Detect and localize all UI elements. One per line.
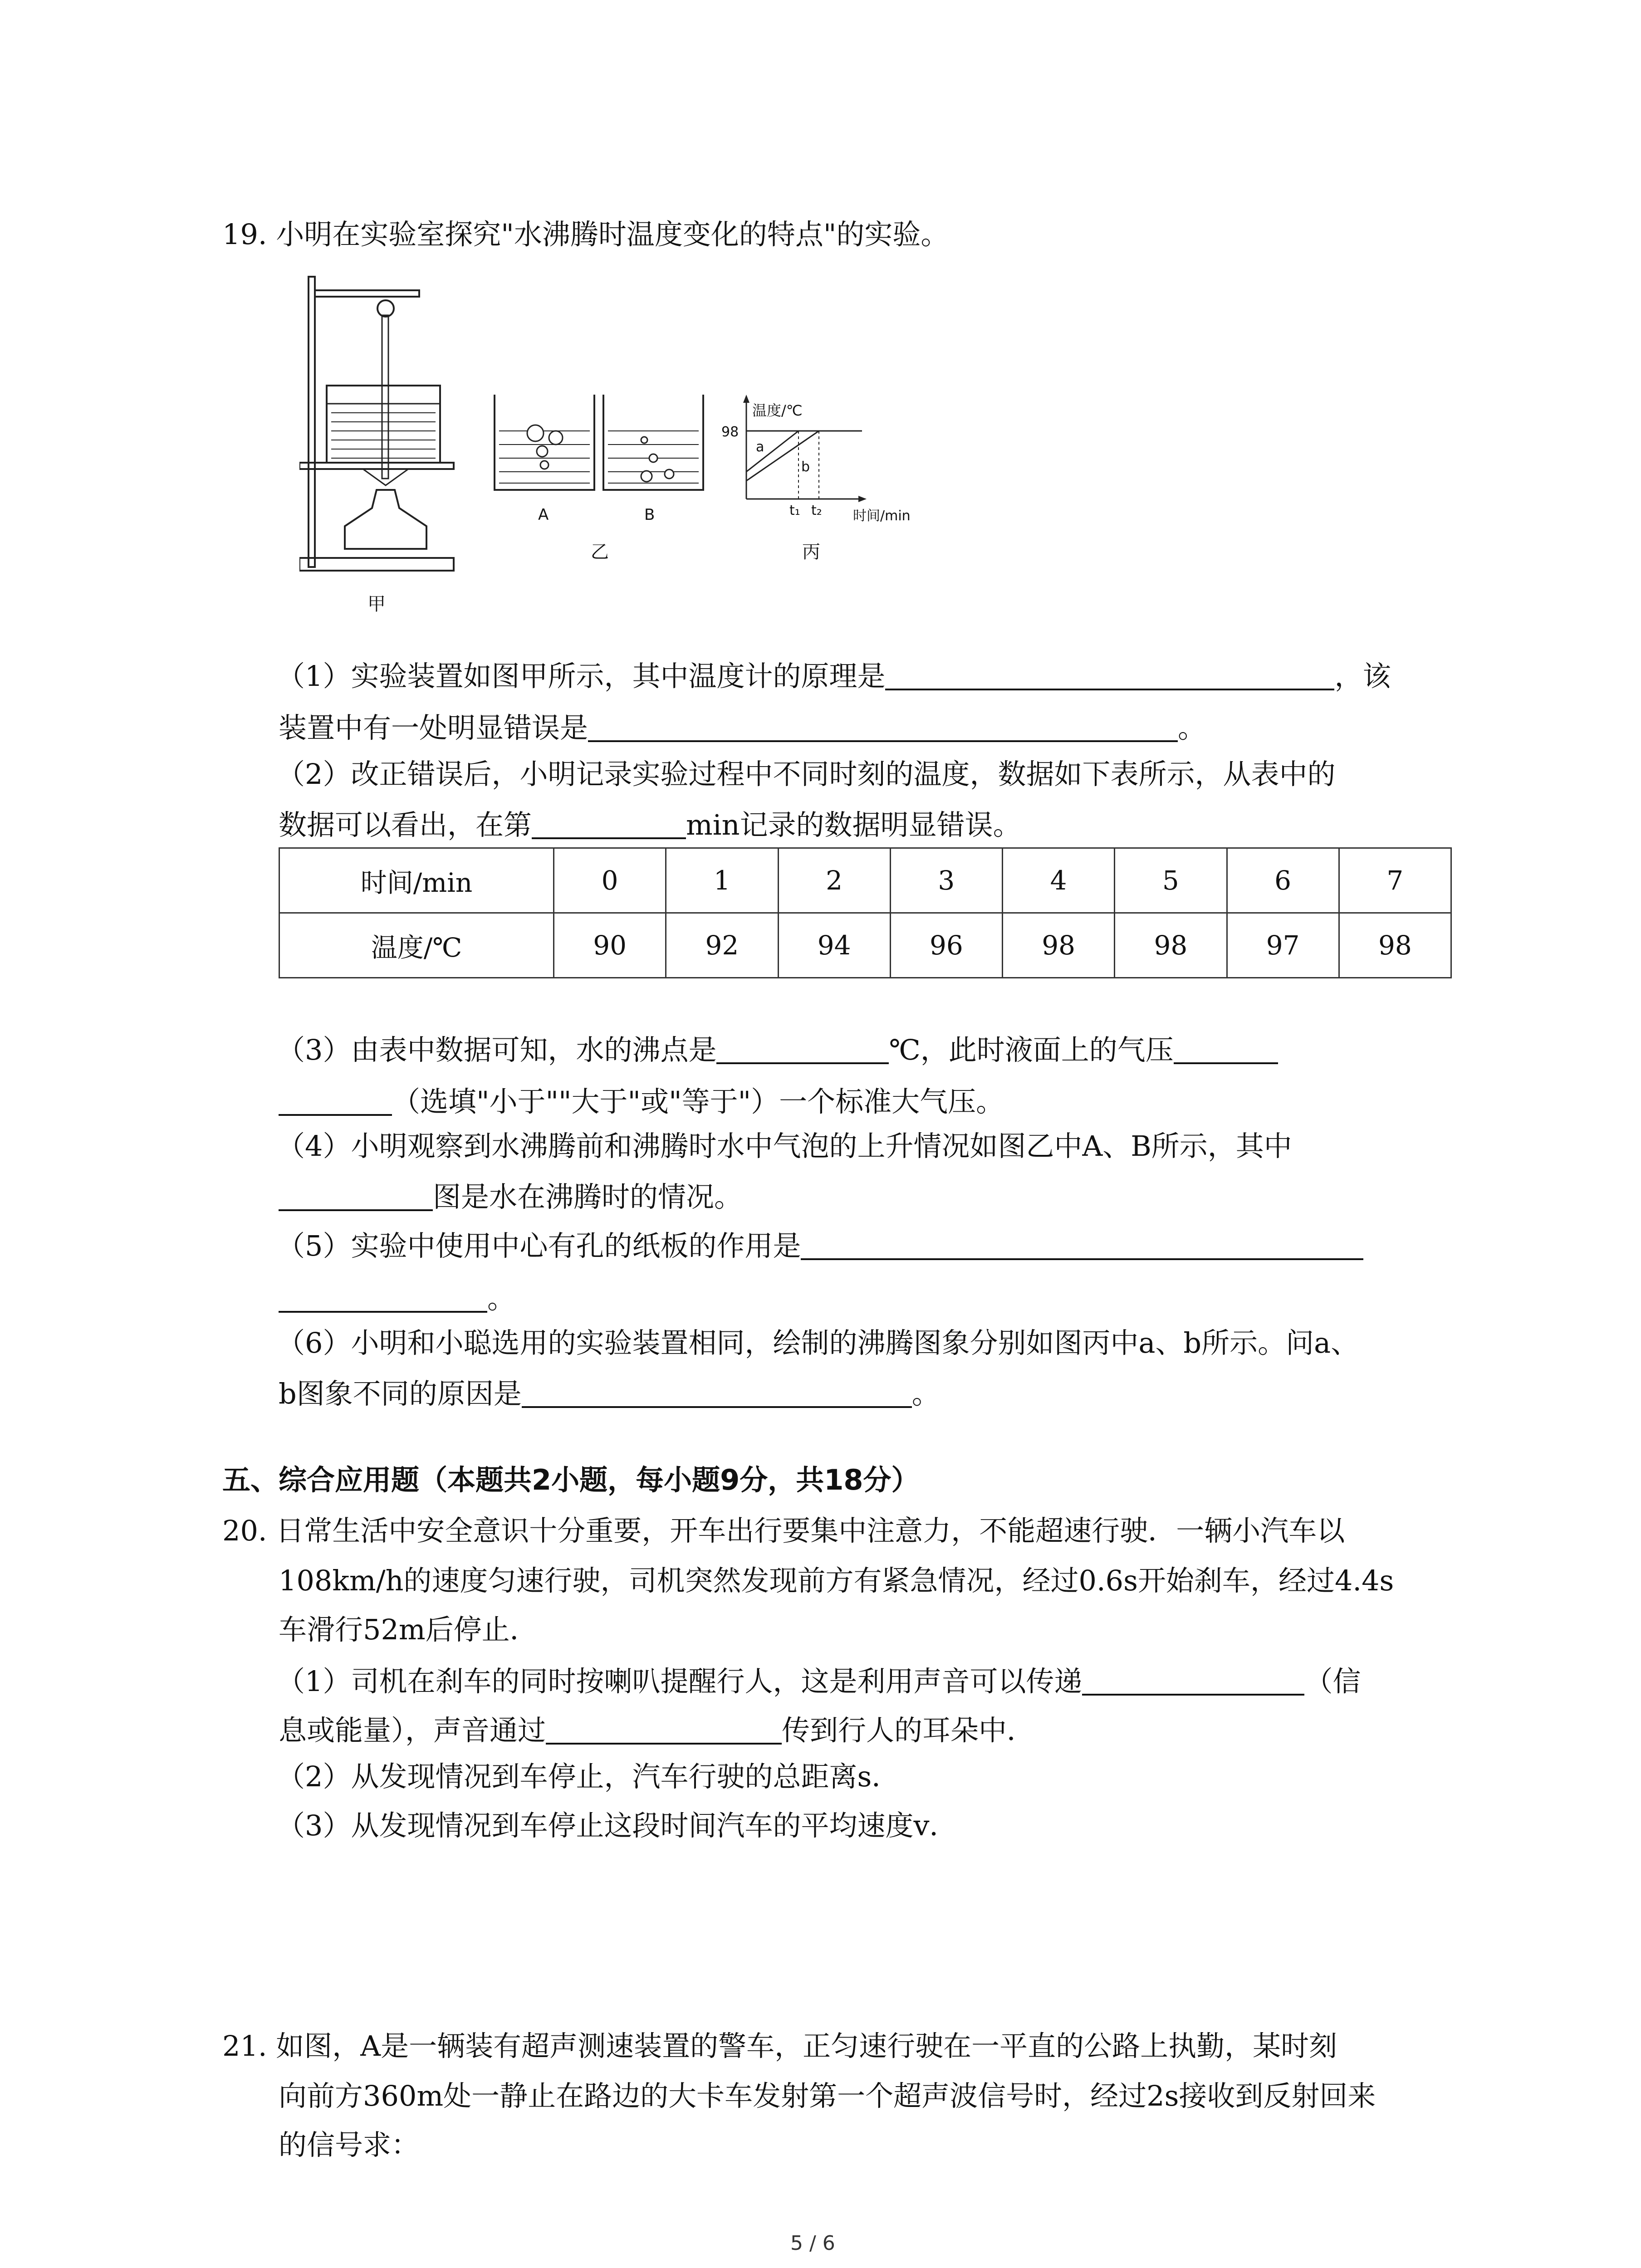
- q20-part2: （2）从发现情况到车停止，汽车行驶的总距离s．: [277, 1760, 900, 1793]
- q19-part5-line2: 。: [279, 1283, 515, 1313]
- table-cell: 6: [1227, 848, 1339, 913]
- answer-blank[interactable]: [279, 1086, 392, 1116]
- q19-part4-line2: 图是水在沸腾时的情况。: [279, 1181, 742, 1211]
- beakers-figure: [490, 390, 708, 508]
- q20-line1: 20. 日常生活中安全意识十分重要，开车出行要集中注意力，不能超速行驶．一辆小汽车以: [222, 1514, 1345, 1547]
- q19-part2-line1: （2）改正错误后，小明记录实验过程中不同时刻的温度，数据如下表所示，从表中的: [277, 758, 1336, 791]
- section-title: 五、综合应用题（本题共2小题，每小题9分，共18分）: [222, 1463, 920, 1496]
- beaker-a-label: A: [538, 506, 549, 524]
- fig-jia-caption: 甲: [367, 594, 386, 615]
- table-cell: 98: [1003, 913, 1115, 978]
- q19-part3-line2: （选填"小于""大于"或"等于"）一个标准大气压。: [279, 1086, 1004, 1116]
- q19-part1-line1: （1）实验装置如图甲所示，其中温度计的原理是 ，该: [277, 660, 1391, 693]
- q19-part6-line2: b图象不同的原因是 。: [279, 1377, 940, 1410]
- table-cell: 92: [666, 913, 778, 978]
- fig-bing-caption: 丙: [802, 542, 820, 562]
- q20-part1-line2: 息或能量），声音通过 传到行人的耳朵中．: [279, 1714, 1035, 1747]
- answer-blank[interactable]: [279, 1283, 487, 1313]
- answer-blank[interactable]: [716, 1034, 889, 1064]
- table-cell: 94: [778, 913, 890, 978]
- apparatus-figure: [299, 272, 463, 608]
- q21-line1: 21. 如图，A是一辆装有超声测速装置的警车，正匀速行驶在一平直的公路上执勤，某时刻: [222, 2029, 1337, 2063]
- q20-line2: 108km/h的速度匀速行驶，司机突然发现前方有紧急情况，经过0.6s开始刹车，经过4.4s: [279, 1564, 1394, 1597]
- q19-part3-line1: （3）由表中数据可知，水的沸点是 ℃，此时液面上的气压: [277, 1034, 1278, 1064]
- table-cell: 1: [666, 848, 778, 913]
- table-cell: 4: [1003, 848, 1115, 913]
- answer-blank[interactable]: [885, 660, 1334, 690]
- answer-blank[interactable]: [588, 712, 1178, 742]
- answer-blank[interactable]: [1082, 1666, 1304, 1696]
- q21-line3: 的信号求：: [279, 2128, 420, 2161]
- q20-line3: 车滑行52m后停止．: [279, 1613, 538, 1646]
- table-cell: 98: [1339, 913, 1451, 978]
- answer-blank[interactable]: [1174, 1034, 1278, 1064]
- graph-a-label: a: [756, 439, 764, 455]
- table-cell: 98: [1115, 913, 1227, 978]
- table-cell: 3: [890, 848, 1002, 913]
- graph-b-label: b: [801, 459, 810, 475]
- answer-blank[interactable]: [801, 1230, 1363, 1260]
- table-cell: 7: [1339, 848, 1451, 913]
- page-number: 5 / 6: [790, 2232, 835, 2255]
- fig-yi-caption: 乙: [591, 542, 609, 562]
- graph-ylabel: 温度/℃: [752, 402, 803, 419]
- q20-part1-line1: （1）司机在刹车的同时按喇叭提醒行人，这是利用声音可以传递 （信: [277, 1665, 1361, 1698]
- q19-part4-line1: （4）小明观察到水沸腾前和沸腾时水中气泡的上升情况如图乙中A、B所示，其中: [277, 1129, 1292, 1163]
- answer-blank[interactable]: [532, 809, 686, 839]
- q21-line2: 向前方360m处一静止在路边的大卡车发射第一个超声波信号时，经过2s接收到反射回来: [279, 2079, 1376, 2112]
- temperature-table: [279, 847, 1452, 978]
- graph-t1-label: t₁: [789, 503, 800, 518]
- table-cell: 96: [890, 913, 1002, 978]
- beaker-b-label: B: [644, 506, 655, 524]
- answer-blank[interactable]: [522, 1378, 912, 1408]
- q19-stem: 19. 小明在实验室探究"水沸腾时温度变化的特点"的实验。: [222, 218, 949, 251]
- table-cell: 5: [1115, 848, 1227, 913]
- graph-xlabel: 时间/min: [853, 508, 911, 524]
- table-cell: 90: [554, 913, 666, 978]
- table-cell: 97: [1227, 913, 1339, 978]
- q19-part5-line1: （5）实验中使用中心有孔的纸板的作用是: [277, 1230, 1363, 1260]
- time-header-cell: 时间/min: [279, 848, 554, 913]
- graph-t2-label: t₂: [811, 503, 822, 518]
- table-cell: 0: [554, 848, 666, 913]
- answer-blank[interactable]: [546, 1715, 782, 1745]
- q19-part1-line2: 装置中有一处明显错误是 。: [279, 711, 1206, 744]
- table-cell: 2: [778, 848, 890, 913]
- q20-part3: （3）从发现情况到车停止这段时间汽车的平均速度v．: [277, 1809, 958, 1842]
- table-row: [279, 913, 1451, 978]
- graph-98-label: 98: [721, 424, 739, 440]
- table-row: [279, 848, 1451, 913]
- answer-blank[interactable]: [279, 1181, 433, 1211]
- q19-part6-line1: （6）小明和小聪选用的实验装置相同，绘制的沸腾图象分别如图丙中a、b所示。问a、: [277, 1326, 1359, 1359]
- q19-part2-line2: 数据可以看出，在第 min记录的数据明显错误。: [279, 808, 1021, 841]
- temp-header-cell: 温度/℃: [279, 913, 554, 978]
